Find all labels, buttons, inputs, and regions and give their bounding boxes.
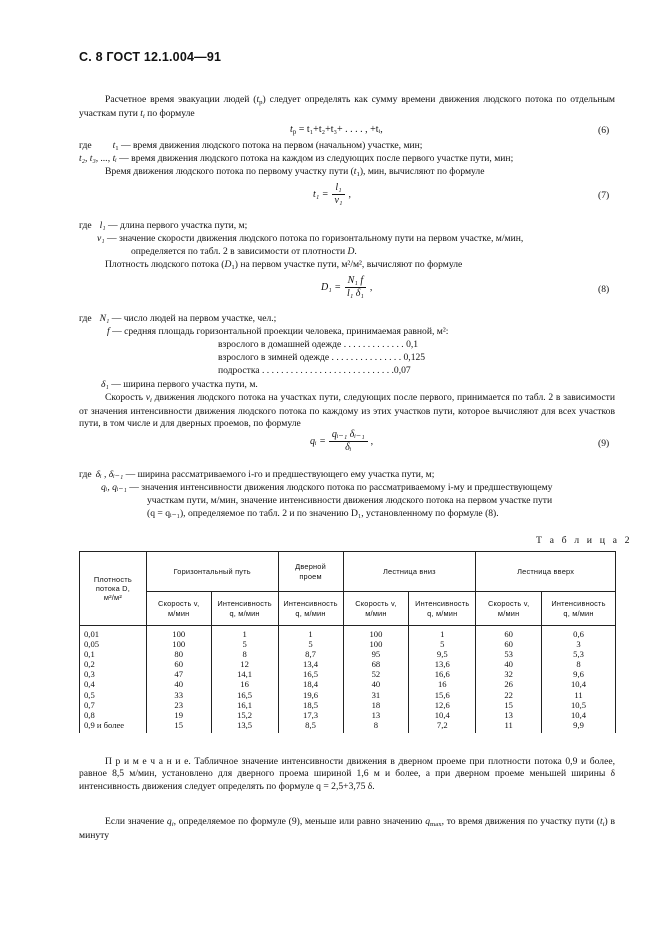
subheader-intensity [278,592,343,626]
text: где [79,469,92,480]
text: Интенсивность [217,599,272,609]
text: q, м/мин [295,608,326,618]
table-cell: 80 [174,649,184,660]
table-cell: 0,6 [573,629,584,639]
table-cell: 9,5 [436,649,448,660]
table-cell: 5 [308,639,313,650]
table-cell: 22 [504,689,513,700]
header-horizontal: Горизонтальный путь [146,552,278,592]
formula-7 [313,182,351,207]
text: , [369,281,373,293]
table-cell: 0,4 [84,679,95,690]
text: ), мин, вычисляют по формуле [359,166,485,177]
table-cell: 32 [504,669,513,680]
text: q, м/мин [563,608,594,618]
symbol: f [107,326,110,337]
paragraph-speed: Скорость $v_i$ движения людского потока на участках пути, следующих после первого, принимается по табл. 2 в зависимости от значения интенсивности движения людского потока по каждому из этих участков пути, которое вычисляют для всех участков пути, в том числе и для дверных проемов, по формуле [79,392,615,429]
table-cell: 1 [440,629,445,639]
paragraph-evacuation-time: Расчетное время эвакуации людей $(t_р)$ следует определять как сумму времени движения людского потока по отдельным участкам пути $t_i$ по формуле [79,94,615,120]
table-cell: 16,5 [303,669,319,680]
text: Плотность [93,574,132,584]
denominator: l₁ δ₁ [346,288,364,299]
table-cell: 60 [174,659,184,670]
symbol: δᵢ , δᵢ₋₁ [95,469,124,480]
text: потока D, [95,583,130,593]
table-cell: 16,1 [237,699,253,710]
text: Скорость v, [158,599,200,609]
text: Дверной проем [295,562,326,581]
table-cell: 3 [576,639,581,650]
text: — ширина первого участка пути, м. [108,379,258,390]
definition-v1-continued [131,246,357,258]
subheader-intensity [542,592,616,626]
definition-q-i [101,482,552,494]
table-cell: 1 [242,629,247,639]
table-cell: 17,3 [303,709,319,720]
table-cell: 11 [504,719,513,730]
text: q, м/мин [427,608,458,618]
table-cell: 10,4 [571,709,587,720]
definition-delta-i [79,469,434,481]
text: — число людей на первом участке, чел.; [109,313,277,324]
subheader-intensity [409,592,476,626]
text: Интенсивность [283,599,338,609]
text: м²/м² [103,593,122,603]
table-cell: 47 [174,669,184,680]
subheader-speed [476,592,542,626]
table-cell: 0,01 [84,629,100,639]
definition-delta1 [101,379,258,391]
formula-lhs: D₁ = [321,281,341,293]
text: ) в минуту [79,816,615,841]
text: , [348,188,351,200]
table-cell: 0,2 [84,659,95,670]
table-cell: 5,3 [573,649,584,660]
text: ) на первом участке пути, м²/м², вычисляют по формуле [234,259,463,270]
text: — средняя площадь горизонтальной проекции человека, принимаемая равной, м²: [109,326,449,337]
definition-N1 [79,313,276,325]
table-caption: Т а б л и ц а 2 [536,535,633,546]
table-cell: 0,05 [84,639,100,650]
numerator: qᵢ₋₁ δᵢ₋₁ [329,429,368,442]
table-cell: 0,3 [84,669,95,680]
text: где [79,220,92,231]
text: м/мин [168,608,190,618]
subheader-speed [146,592,211,626]
text: Если значение [105,816,167,827]
table-cell: 13,4 [303,659,319,670]
table-cell: 0,1 [84,649,95,660]
fraction [344,275,367,300]
column-horizontal-intensity [211,626,278,733]
table-cell: 16 [437,679,447,690]
table-cell: 8,7 [305,649,316,660]
table-cell: 18,5 [303,699,319,710]
table-cell: 10,4 [434,709,450,720]
column-up-intensity [542,626,616,733]
definition-ti [79,153,513,165]
symbol: N₁ [99,313,110,324]
text: м/мин [365,608,387,618]
fraction [329,429,368,454]
table-cell: 0,9 и более [84,719,125,730]
table-cell: 10,5 [571,699,587,710]
table-cell: 53 [504,649,513,660]
definition-q-i-continued: участкам пути, м/мин, значение интенсивности движения людского потока на первом участке пути [147,495,553,506]
denominator: δᵢ [345,442,352,453]
definition-v1 [97,233,523,245]
symbol: v₁ [97,233,105,244]
text: ) следует определять как сумму времени движения людского потока по отдельным участкам пути [79,94,615,119]
table-cell: 5 [242,639,247,650]
table-cell: 68 [371,659,381,670]
symbol: qᵢ, qᵢ₋₁ [101,482,127,493]
formula-lhs: t₁ = [313,188,329,200]
symbol: D [347,246,355,257]
formula-number-6: (6) [598,125,610,136]
text: , [370,435,374,447]
table-cell: 100 [369,639,383,650]
table-cell: 15,2 [237,709,253,720]
text: Скорость v, [355,599,397,609]
table-cell: 15,6 [434,689,450,700]
column-down-intensity [409,626,476,733]
definition-q-i-continued-2: (q = qᵢ₋₁), определяемое по табл. 2 и по значению D₁, установленному по формуле (8). [147,508,499,519]
symbol: t [112,140,116,151]
table-cell: 0,5 [84,689,95,700]
column-up-speed [476,626,542,733]
text: — время движения людского потока на каждом из следующих после первого участке пути, мин; [116,153,514,164]
numerator: N₁ f [345,275,366,288]
table-cell: 12 [240,659,249,670]
text: — значения интенсивности движения людского потока по рассматриваемому i-му и предшествующему [126,482,553,493]
table-cell: 0,8 [84,709,95,720]
formula-rhs: = t₁+t₂+t₃+ . . . . , +tᵢ, [296,124,383,135]
formula-lhs: qᵢ = [310,435,326,447]
note-paragraph [79,756,615,793]
formula-lhs: t [290,124,293,135]
table-cell: 8 [373,719,379,730]
table-cell: 100 [172,639,186,650]
table-cell: 16 [240,679,249,690]
table-cell: 5 [440,639,445,650]
text: q, м/мин [229,608,260,618]
formula-number-7: (7) [598,190,610,201]
text: , то время движения по участку пути ( [441,816,600,827]
symbol: v [145,392,151,403]
table-cell: 40 [371,679,381,690]
formula-9 [310,429,373,454]
table-cell: 33 [174,689,184,700]
formula-number-9: (9) [598,438,610,449]
table-cell: 8 [242,649,247,660]
note-label: П р и м е ч а н и е. [105,756,191,767]
table-cell: 7,2 [436,719,448,730]
subheader-intensity [211,592,278,626]
table-cell: 16,5 [237,689,253,700]
table-cell: 13,6 [434,659,450,670]
table-cell: 14,1 [237,669,253,680]
text: — ширина рассматриваемого i-го и предшествующего ему участка пути, м; [123,469,435,480]
fraction [332,182,346,207]
table-cell: 95 [371,649,381,660]
denominator: v₁ [334,195,343,206]
column-door-intensity [278,626,343,733]
table-cell: 1 [308,629,313,639]
table-cell: 11 [574,689,583,700]
text: движения людского потока на участках пути, следующих после первого, принимается по табл. 2 в зависимости от значения интенсивности движения людского потока по каждому из этих участков пути, которое вычисляют для всех участков пути, в том числе и для дверных проемов, по формуле [79,392,615,429]
paragraph-final: Если значение $q_i$, определяемое по формуле (9), меньше или равно значению $q_{max}$, то время движения по участку пути $(t_i)$ в минуту [79,816,615,841]
text: Скорость [105,392,146,403]
table-cell: 60 [504,639,513,650]
table-cell: 13 [371,709,381,720]
text: Плотность людского потока ( [105,259,225,270]
table-cell: 9,9 [573,719,584,730]
table-cell: 100 [369,629,383,639]
table-cell: 19,6 [303,689,319,700]
symbol: l₁ [99,220,106,231]
text: определяется по табл. 2 в зависимости от плотности [131,246,348,257]
area-row-home-clothes: взрослого в домашней одежде . . . . . . . . . . . . . 0,1 [218,339,419,350]
text: м/мин [497,608,520,618]
text: по формуле [144,107,195,119]
table-cell: 16,6 [434,669,450,680]
column-down-speed [343,626,409,733]
table-cell: 18 [371,699,381,710]
text: . [354,246,357,257]
table-2 [79,551,616,733]
table-cell: 10,4 [571,679,587,690]
area-row-winter-clothes: взрослого в зимней одежде . . . . . . . . . . . . . . . 0,125 [218,352,426,363]
numerator: l₁ [332,182,344,195]
table-cell: 40 [504,659,513,670]
column-density [80,626,147,733]
table-cell: 12,6 [434,699,450,710]
text: Табличное значение интенсивности движения в дверном проеме при плотности потока 0,9 и более, равное 8,5 м/мин, установлено для дверного проема шириной 1,6 м и более, а при дверном проеме меньшей ширины δ интенсивность движения следует определять по формуле q = 2,5+3,75 δ. [79,756,615,792]
table-cell: 52 [371,669,381,680]
table-cell: 8,5 [305,719,316,730]
table-cell: 9,6 [573,669,584,680]
formula-lhs-sub: р [292,128,297,136]
table-cell: 15 [504,699,513,710]
table-cell: 0,7 [84,699,95,710]
table-cell: 15 [174,719,184,730]
table-cell: 18,4 [303,679,319,690]
text: Скорость v, [487,599,530,609]
text: Расчетное время эвакуации людей ( [105,94,257,105]
table-cell: 13 [504,709,513,720]
formula-8 [321,275,372,300]
formula-6 [290,124,383,137]
symbol: δ₁ [101,379,109,390]
area-row-teenager: подростка . . . . . . . . . . . . . . . . . . . . . . . . . . . .0,07 [218,365,411,376]
table-cell: 19 [174,709,184,720]
header-stairs-up: Лестница вверх [476,552,616,592]
definition-f [107,326,448,338]
definition-l1 [79,220,247,232]
text: — значение скорости движения людского потока по горизонтальному пути на первом участке, м/мин, [104,233,524,244]
table-cell: 23 [174,699,184,710]
header-density [80,552,147,626]
header-stairs-down: Лестница вниз [343,552,476,592]
text: Интенсивность [551,599,606,609]
table-cell: 40 [174,679,184,690]
symbol: t₂, t₃, ..., tᵢ [79,153,117,164]
table-cell: 26 [504,679,513,690]
text: — длина первого участка пути, м; [105,220,248,231]
text: — время движения людского потока на первом (начальном) участке, мин; [118,140,423,151]
paragraph-density: Плотность людского потока $(D_1)$ на первом участке пути, м²/м², вычисляют по формуле [105,259,463,271]
table-cell: 13,5 [237,719,253,730]
column-horizontal-speed [146,626,211,733]
text: Интенсивность [415,599,470,609]
symbol-sub: 1 [115,145,119,152]
table-cell: 8 [576,659,581,670]
table-cell: 60 [504,629,513,639]
definition-t1 [79,140,422,154]
header-door [278,552,343,592]
paragraph-first-section-time: Время движения людского потока по первому участку пути $(t_1)$, мин, вычисляют по формуле [105,166,485,178]
table-cell: 31 [371,689,381,700]
text: где [79,313,92,324]
page-header: С. 8 ГОСТ 12.1.004—91 [79,50,222,64]
subheader-speed [343,592,409,626]
text: где [79,140,92,151]
table-cell: 100 [172,629,186,639]
formula-number-8: (8) [598,284,610,295]
text: , определяемое по формуле (9), меньше или равно значению [173,816,426,827]
text: Время движения людского потока по первому участку пути ( [105,166,354,177]
